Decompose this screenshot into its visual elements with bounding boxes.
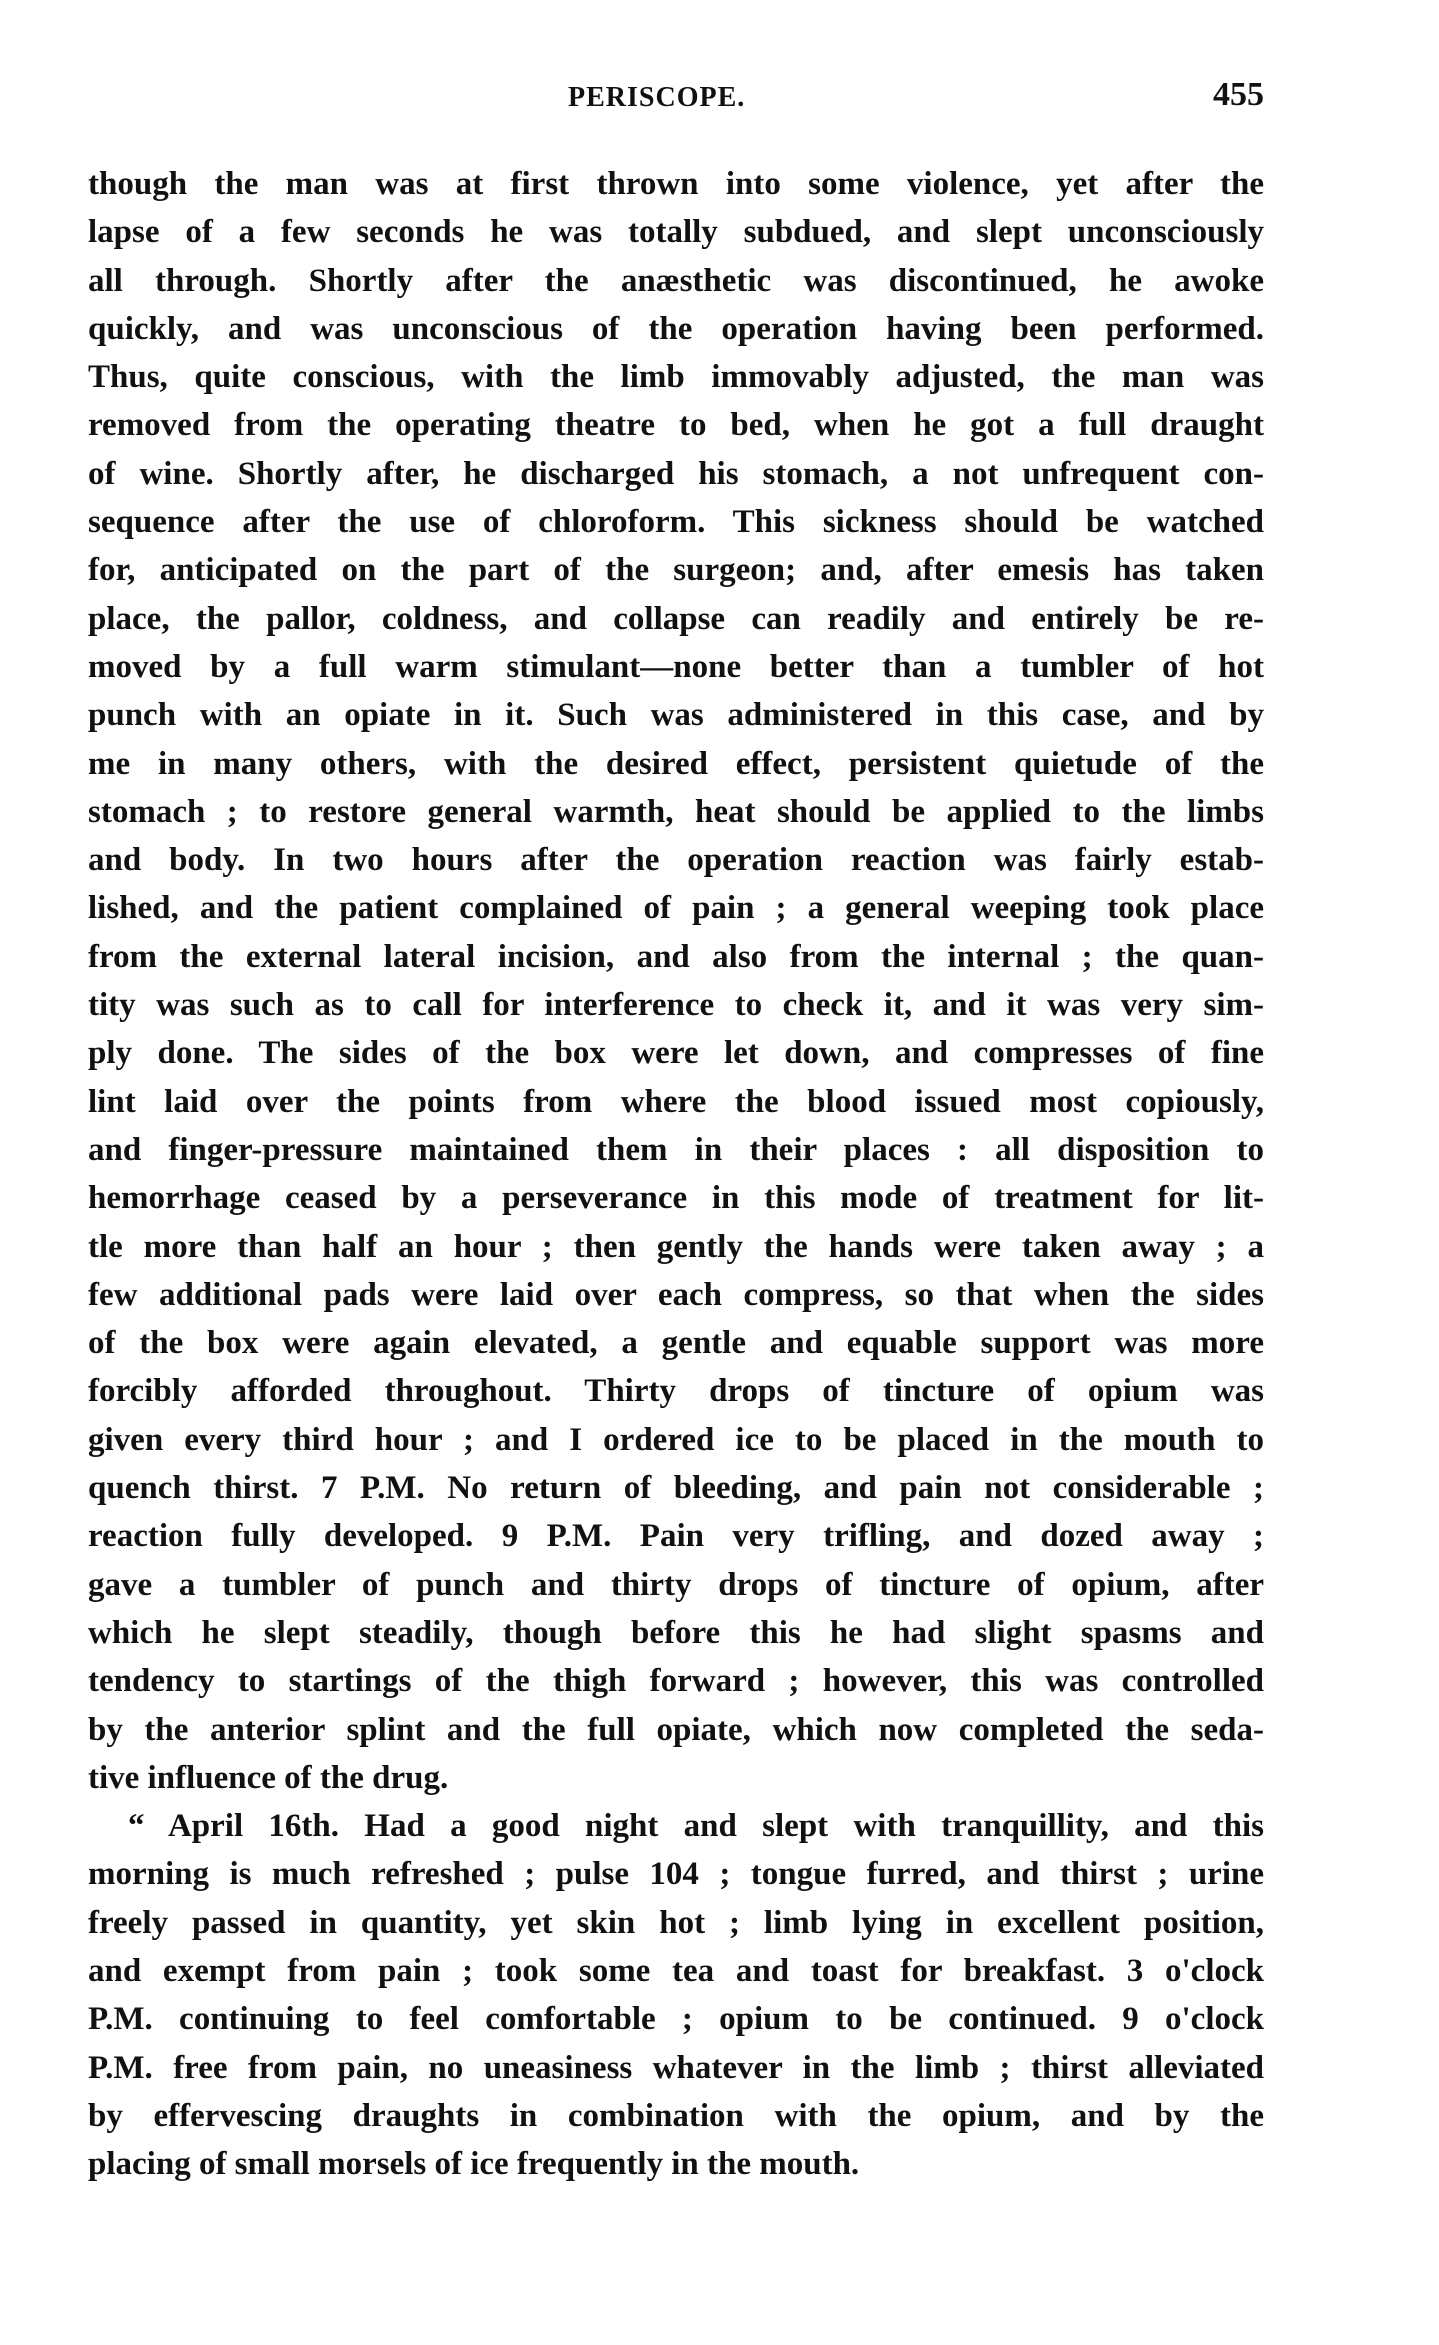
text-line: gave a tumbler of punch and thirty drops of tincture of opium, after: [88, 1566, 1264, 1603]
text-line: ply done. The sides of the box were let down, and compresses of fine: [88, 1035, 1264, 1072]
text-line: forcibly afforded throughout. Thirty drops of tincture of opium was: [88, 1373, 1264, 1410]
text-line: stomach ; to restore general warmth, heat should be applied to the limbs: [88, 793, 1264, 830]
text-line: by effervescing draughts in combination with the opium, and by the: [88, 2097, 1264, 2134]
text-line: of wine. Shortly after, he discharged his stomach, a not unfrequent con-: [88, 455, 1264, 492]
text-line: sequence after the use of chloroform. This sickness should be watched: [88, 504, 1264, 541]
page-header: [88, 72, 1264, 122]
text-line: tendency to startings of the thigh forward ; however, this was controlled: [88, 1663, 1264, 1700]
text-line: moved by a full warm stimulant—none better than a tumbler of hot: [88, 648, 1264, 685]
text-line: though the man was at first thrown into some violence, yet after the: [88, 166, 1264, 202]
text-line: by the anterior splint and the full opiate, which now completed the seda-: [88, 1711, 1264, 1748]
text-line: morning is much refreshed ; pulse 104 ; tongue furred, and thirst ; urine: [88, 1856, 1264, 1893]
text-line: few additional pads were laid over each compress, so that when the sides: [88, 1276, 1264, 1313]
text-line: given every third hour ; and I ordered ice to be placed in the mouth to: [88, 1421, 1264, 1458]
text-line: and finger-pressure maintained them in their places : all disposition to: [88, 1131, 1264, 1168]
text-line: tity was such as to call for interference to check it, and it was very sim-: [88, 987, 1264, 1024]
text-line: removed from the operating theatre to bed, when he got a full draught: [88, 407, 1264, 444]
text-line: reaction fully developed. 9 P.M. Pain very trifling, and dozed away ;: [88, 1518, 1264, 1555]
text-line: quench thirst. 7 P.M. No return of bleeding, and pain not considerable ;: [88, 1470, 1264, 1507]
text-line: of the box were again elevated, a gentle and equable support was more: [88, 1325, 1264, 1362]
text-line: tive influence of the drug.: [88, 1759, 449, 1796]
text-line: tle more than half an hour ; then gently the hands were taken away ; a: [88, 1228, 1264, 1265]
text-line: all through. Shortly after the anæsthetic was discontinued, he awoke: [88, 262, 1264, 299]
text-line: lished, and the patient complained of pain ; a general weeping took place: [88, 890, 1264, 927]
page-number: 455: [1213, 76, 1264, 113]
text-line: quickly, and was unconscious of the operation having been performed.: [88, 310, 1264, 347]
text-line: place, the pallor, coldness, and collapse can readily and entirely be re-: [88, 600, 1264, 637]
text-line: Thus, quite conscious, with the limb immovably adjusted, the man was: [88, 359, 1264, 396]
text-line: “ April 16th. Had a good night and slept with tranquillity, and this: [128, 1808, 1264, 1845]
text-line: placing of small morsels of ice frequently in the mouth.: [88, 2146, 860, 2183]
text-line: me in many others, with the desired effect, persistent quietude of the: [88, 745, 1264, 782]
text-line: which he slept steadily, though before this he had slight spasms and: [88, 1614, 1264, 1651]
running-head: PERISCOPE.: [568, 82, 746, 113]
text-line: and body. In two hours after the operation reaction was fairly estab-: [88, 842, 1264, 879]
text-line: P.M. free from pain, no uneasiness whatever in the limb ; thirst alleviated: [88, 2049, 1264, 2086]
body-text: [88, 160, 1264, 2188]
text-line: lapse of a few seconds he was totally subdued, and slept unconsciously: [88, 214, 1264, 251]
text-line: from the external lateral incision, and also from the internal ; the quan-: [88, 938, 1264, 975]
text-line: hemorrhage ceased by a perseverance in this mode of treatment for lit-: [88, 1180, 1264, 1217]
text-line: freely passed in quantity, yet skin hot ; limb lying in excellent position,: [88, 1904, 1264, 1941]
text-line: lint laid over the points from where the blood issued most copiously,: [88, 1083, 1264, 1120]
text-line: for, anticipated on the part of the surgeon; and, after emesis has taken: [88, 552, 1264, 589]
text-line: punch with an opiate in it. Such was administered in this case, and by: [88, 697, 1264, 734]
text-line: and exempt from pain ; took some tea and toast for breakfast. 3 o'clock: [88, 1952, 1264, 1989]
text-line: P.M. continuing to feel comfortable ; opium to be continued. 9 o'clock: [88, 2001, 1264, 2038]
